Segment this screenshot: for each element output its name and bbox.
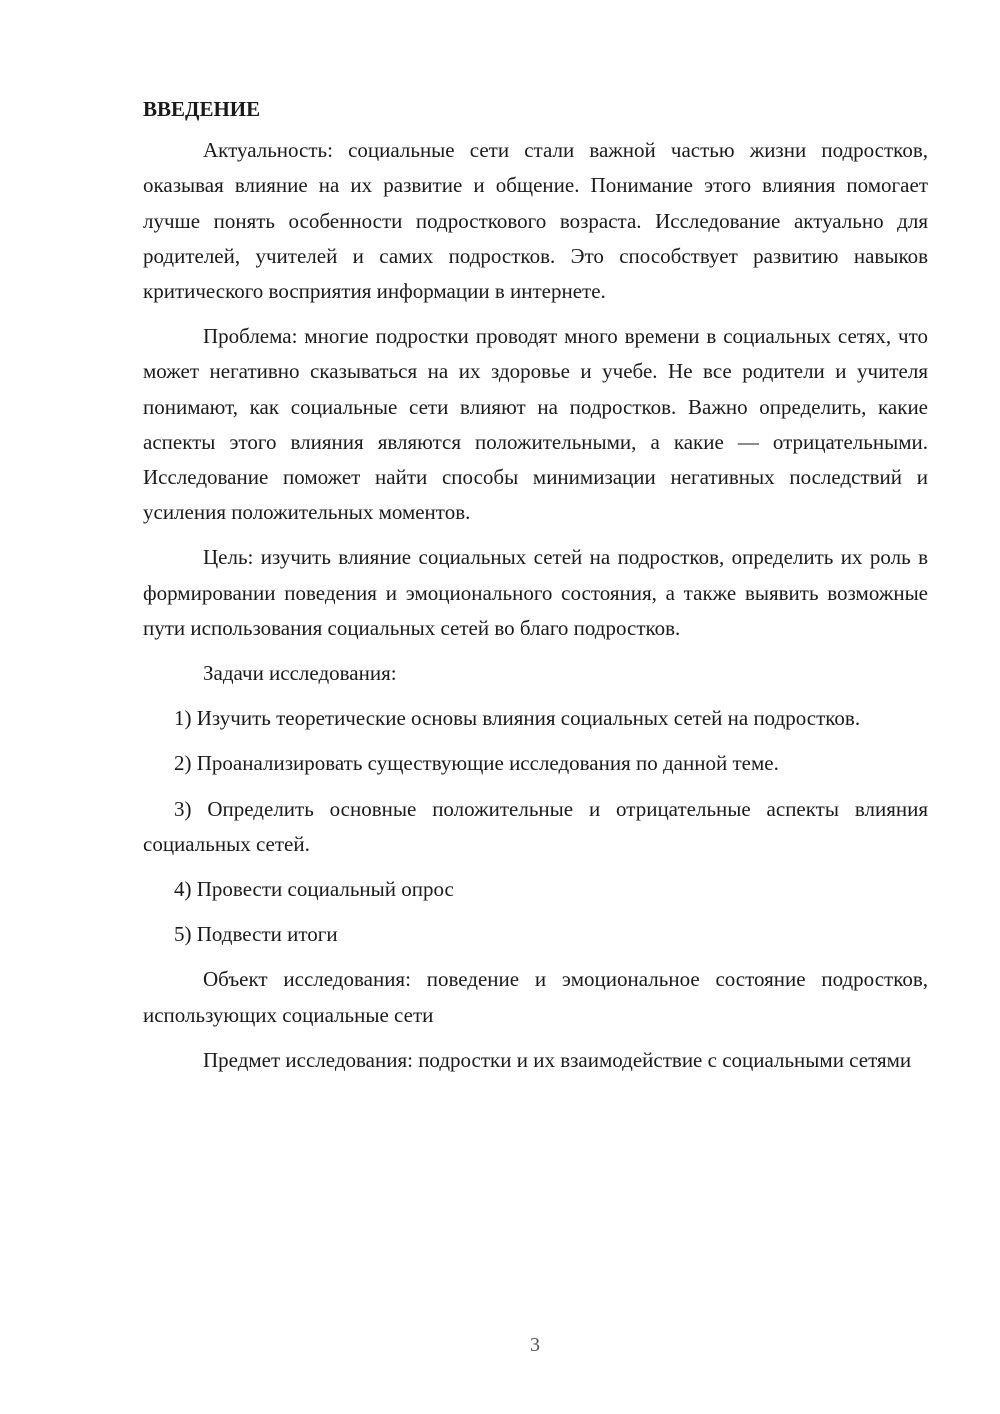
- section-heading: ВВЕДЕНИЕ: [143, 97, 261, 121]
- tasks-heading: Задачи исследования:: [203, 661, 397, 686]
- task-item-5: 5) Подвести итоги: [174, 922, 338, 947]
- paragraph-object: Объект исследования: поведение и эмоциональное состояние подростков, использующих социальные сети: [143, 967, 928, 1027]
- paragraph-relevance: Актуальность: социальные сети стали важной частью жизни подростков, оказывая влияние на их развитие и общение. Понимание этого влияния помогает лучше понять особенности подросткового возраста. Исследование актуально для родителей, учителей и самих подростков. Это способствует развитию навыков критического восприятия информации в интернете.: [143, 138, 928, 304]
- page-number: 3: [530, 1334, 540, 1356]
- task-item-2: 2) Проанализировать существующие исследования по данной теме.: [174, 751, 779, 776]
- paragraph-problem: Проблема: многие подростки проводят много времени в социальных сетях, что может негативно сказываться на их здоровье и учебе. Не все родители и учителя понимают, как социальные сети влияют на подростков. Важно определить, какие аспекты этого влияния являются положительными, а какие — отрицательными. Исследование поможет найти способы минимизации негативных последствий и усиления положительных моментов.: [143, 324, 928, 525]
- task-item-1: 1) Изучить теоретические основы влияния социальных сетей на подростков.: [174, 706, 861, 731]
- task-item-3: 3) Определить основные положительные и отрицательные аспекты влияния социальных сетей.: [143, 796, 928, 856]
- paragraph-subject: Предмет исследования: подростки и их взаимодействие с социальными сетями: [203, 1047, 912, 1072]
- task-item-4: 4) Провести социальный опрос: [174, 877, 454, 902]
- document-body: [143, 92, 928, 1078]
- paragraph-goal: Цель: изучить влияние социальных сетей на подростков, определить их роль в формировании поведения и эмоционального состояния, а также выявить возможные пути использования социальных сетей во благо подростков.: [143, 545, 928, 640]
